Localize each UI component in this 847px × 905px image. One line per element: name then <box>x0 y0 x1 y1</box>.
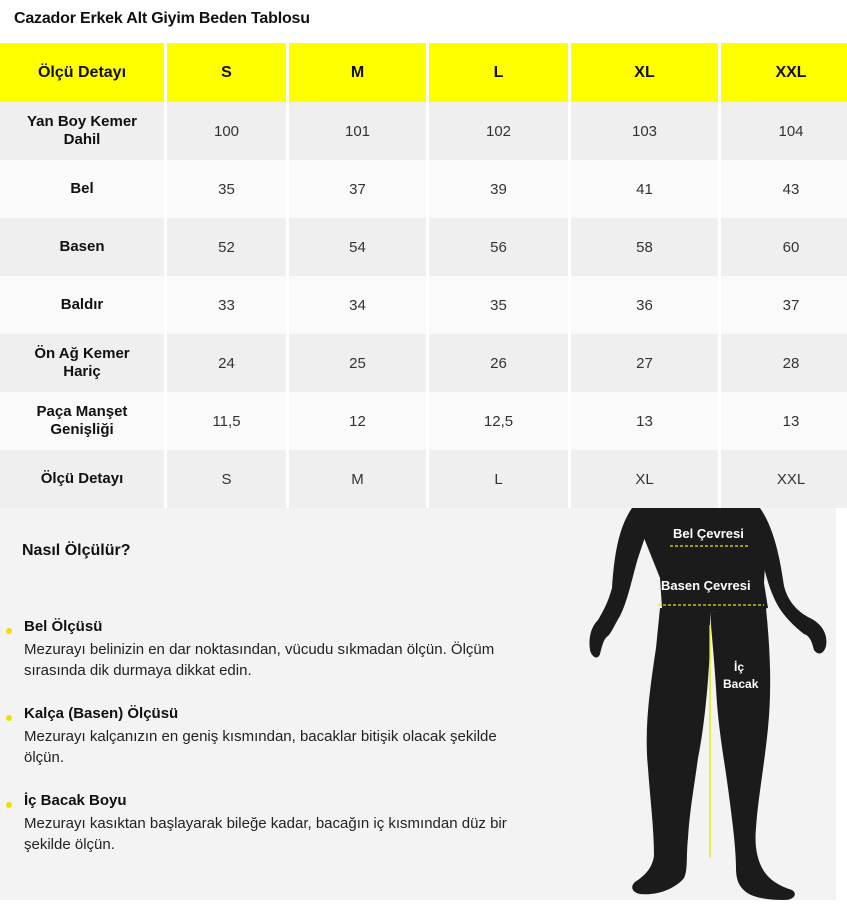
table-cell: 52 <box>167 218 286 276</box>
table-cell: 27 <box>571 334 718 392</box>
step-title: Kalça (Basen) Ölçüsü <box>24 705 179 722</box>
table-cell: 37 <box>289 160 426 218</box>
guide-title: Nasıl Ölçülür? <box>22 542 131 559</box>
row-label: Basen <box>0 218 164 276</box>
table-cell: 39 <box>429 160 568 218</box>
table-cell: 100 <box>167 102 286 160</box>
table-cell: 33 <box>167 276 286 334</box>
table-cell: 101 <box>289 102 426 160</box>
table-header-row <box>0 43 847 102</box>
table-cell: 28 <box>721 334 847 392</box>
header-cell: L <box>429 43 568 102</box>
table-cell: 24 <box>167 334 286 392</box>
header-cell: Ölçü Detayı <box>0 43 164 102</box>
hip-label: Basen Çevresi <box>661 578 751 593</box>
step-description: Mezurayı kasıktan başlayarak bileğe kadar, bacağın iç kısmından düz bir şekilde ölçün. <box>24 815 507 853</box>
table-row <box>0 102 847 160</box>
table-cell: 36 <box>571 276 718 334</box>
table-cell: 11,5 <box>167 392 286 450</box>
table-cell: 35 <box>429 276 568 334</box>
table-row <box>0 334 847 392</box>
silhouette-drawing <box>588 508 836 900</box>
table-cell: M <box>289 450 426 508</box>
step-title: İç Bacak Boyu <box>24 792 127 809</box>
table-row <box>0 392 847 450</box>
table-row <box>0 450 847 508</box>
header-cell: M <box>289 43 426 102</box>
size-table <box>0 43 847 508</box>
table-row <box>0 160 847 218</box>
step-description: Mezurayı belinizin en dar noktasından, vücudu sıkmadan ölçün. Ölçüm sırasında dik durmaya dikkat edin. <box>24 641 495 679</box>
header-cell: XL <box>571 43 718 102</box>
table-cell: 26 <box>429 334 568 392</box>
row-label: Baldır <box>0 276 164 334</box>
table-cell: S <box>167 450 286 508</box>
table-cell: 58 <box>571 218 718 276</box>
table-cell: 34 <box>289 276 426 334</box>
row-label: Yan Boy Kemer Dahil <box>0 102 164 160</box>
row-label: Ölçü Detayı <box>0 450 164 508</box>
step-description: Mezurayı kalçanızın en geniş kısmından, bacaklar bitişik olacak şekilde ölçün. <box>24 728 497 766</box>
table-cell: 60 <box>721 218 847 276</box>
table-cell: 25 <box>289 334 426 392</box>
table-cell: 41 <box>571 160 718 218</box>
table-cell: 56 <box>429 218 568 276</box>
table-row <box>0 218 847 276</box>
header-cell: S <box>167 43 286 102</box>
row-label: Bel <box>0 160 164 218</box>
body-silhouette <box>588 508 836 900</box>
table-cell: 103 <box>571 102 718 160</box>
table-row <box>0 276 847 334</box>
bullet-dot-icon <box>6 802 12 808</box>
table-cell: 35 <box>167 160 286 218</box>
table-cell: 13 <box>571 392 718 450</box>
header-cell: XXL <box>721 43 847 102</box>
bullet-dot-icon <box>6 628 12 634</box>
table-cell: L <box>429 450 568 508</box>
table-cell: 54 <box>289 218 426 276</box>
table-cell: 102 <box>429 102 568 160</box>
step-title: Bel Ölçüsü <box>24 618 103 635</box>
table-cell: 104 <box>721 102 847 160</box>
inseam-label-line2: Bacak <box>723 677 759 691</box>
waist-label: Bel Çevresi <box>673 526 744 541</box>
row-label: Paça Manşet Genişliği <box>0 392 164 450</box>
table-cell: 13 <box>721 392 847 450</box>
table-cell: 43 <box>721 160 847 218</box>
table-cell: XL <box>571 450 718 508</box>
row-label: Ön Ağ Kemer Hariç <box>0 334 164 392</box>
page-title: Cazador Erkek Alt Giyim Beden Tablosu <box>14 10 310 27</box>
bullet-dot-icon <box>6 715 12 721</box>
table-cell: 12,5 <box>429 392 568 450</box>
inseam-label-line1: İç <box>734 660 745 674</box>
table-cell: 37 <box>721 276 847 334</box>
table-cell: 12 <box>289 392 426 450</box>
table-cell: XXL <box>721 450 847 508</box>
